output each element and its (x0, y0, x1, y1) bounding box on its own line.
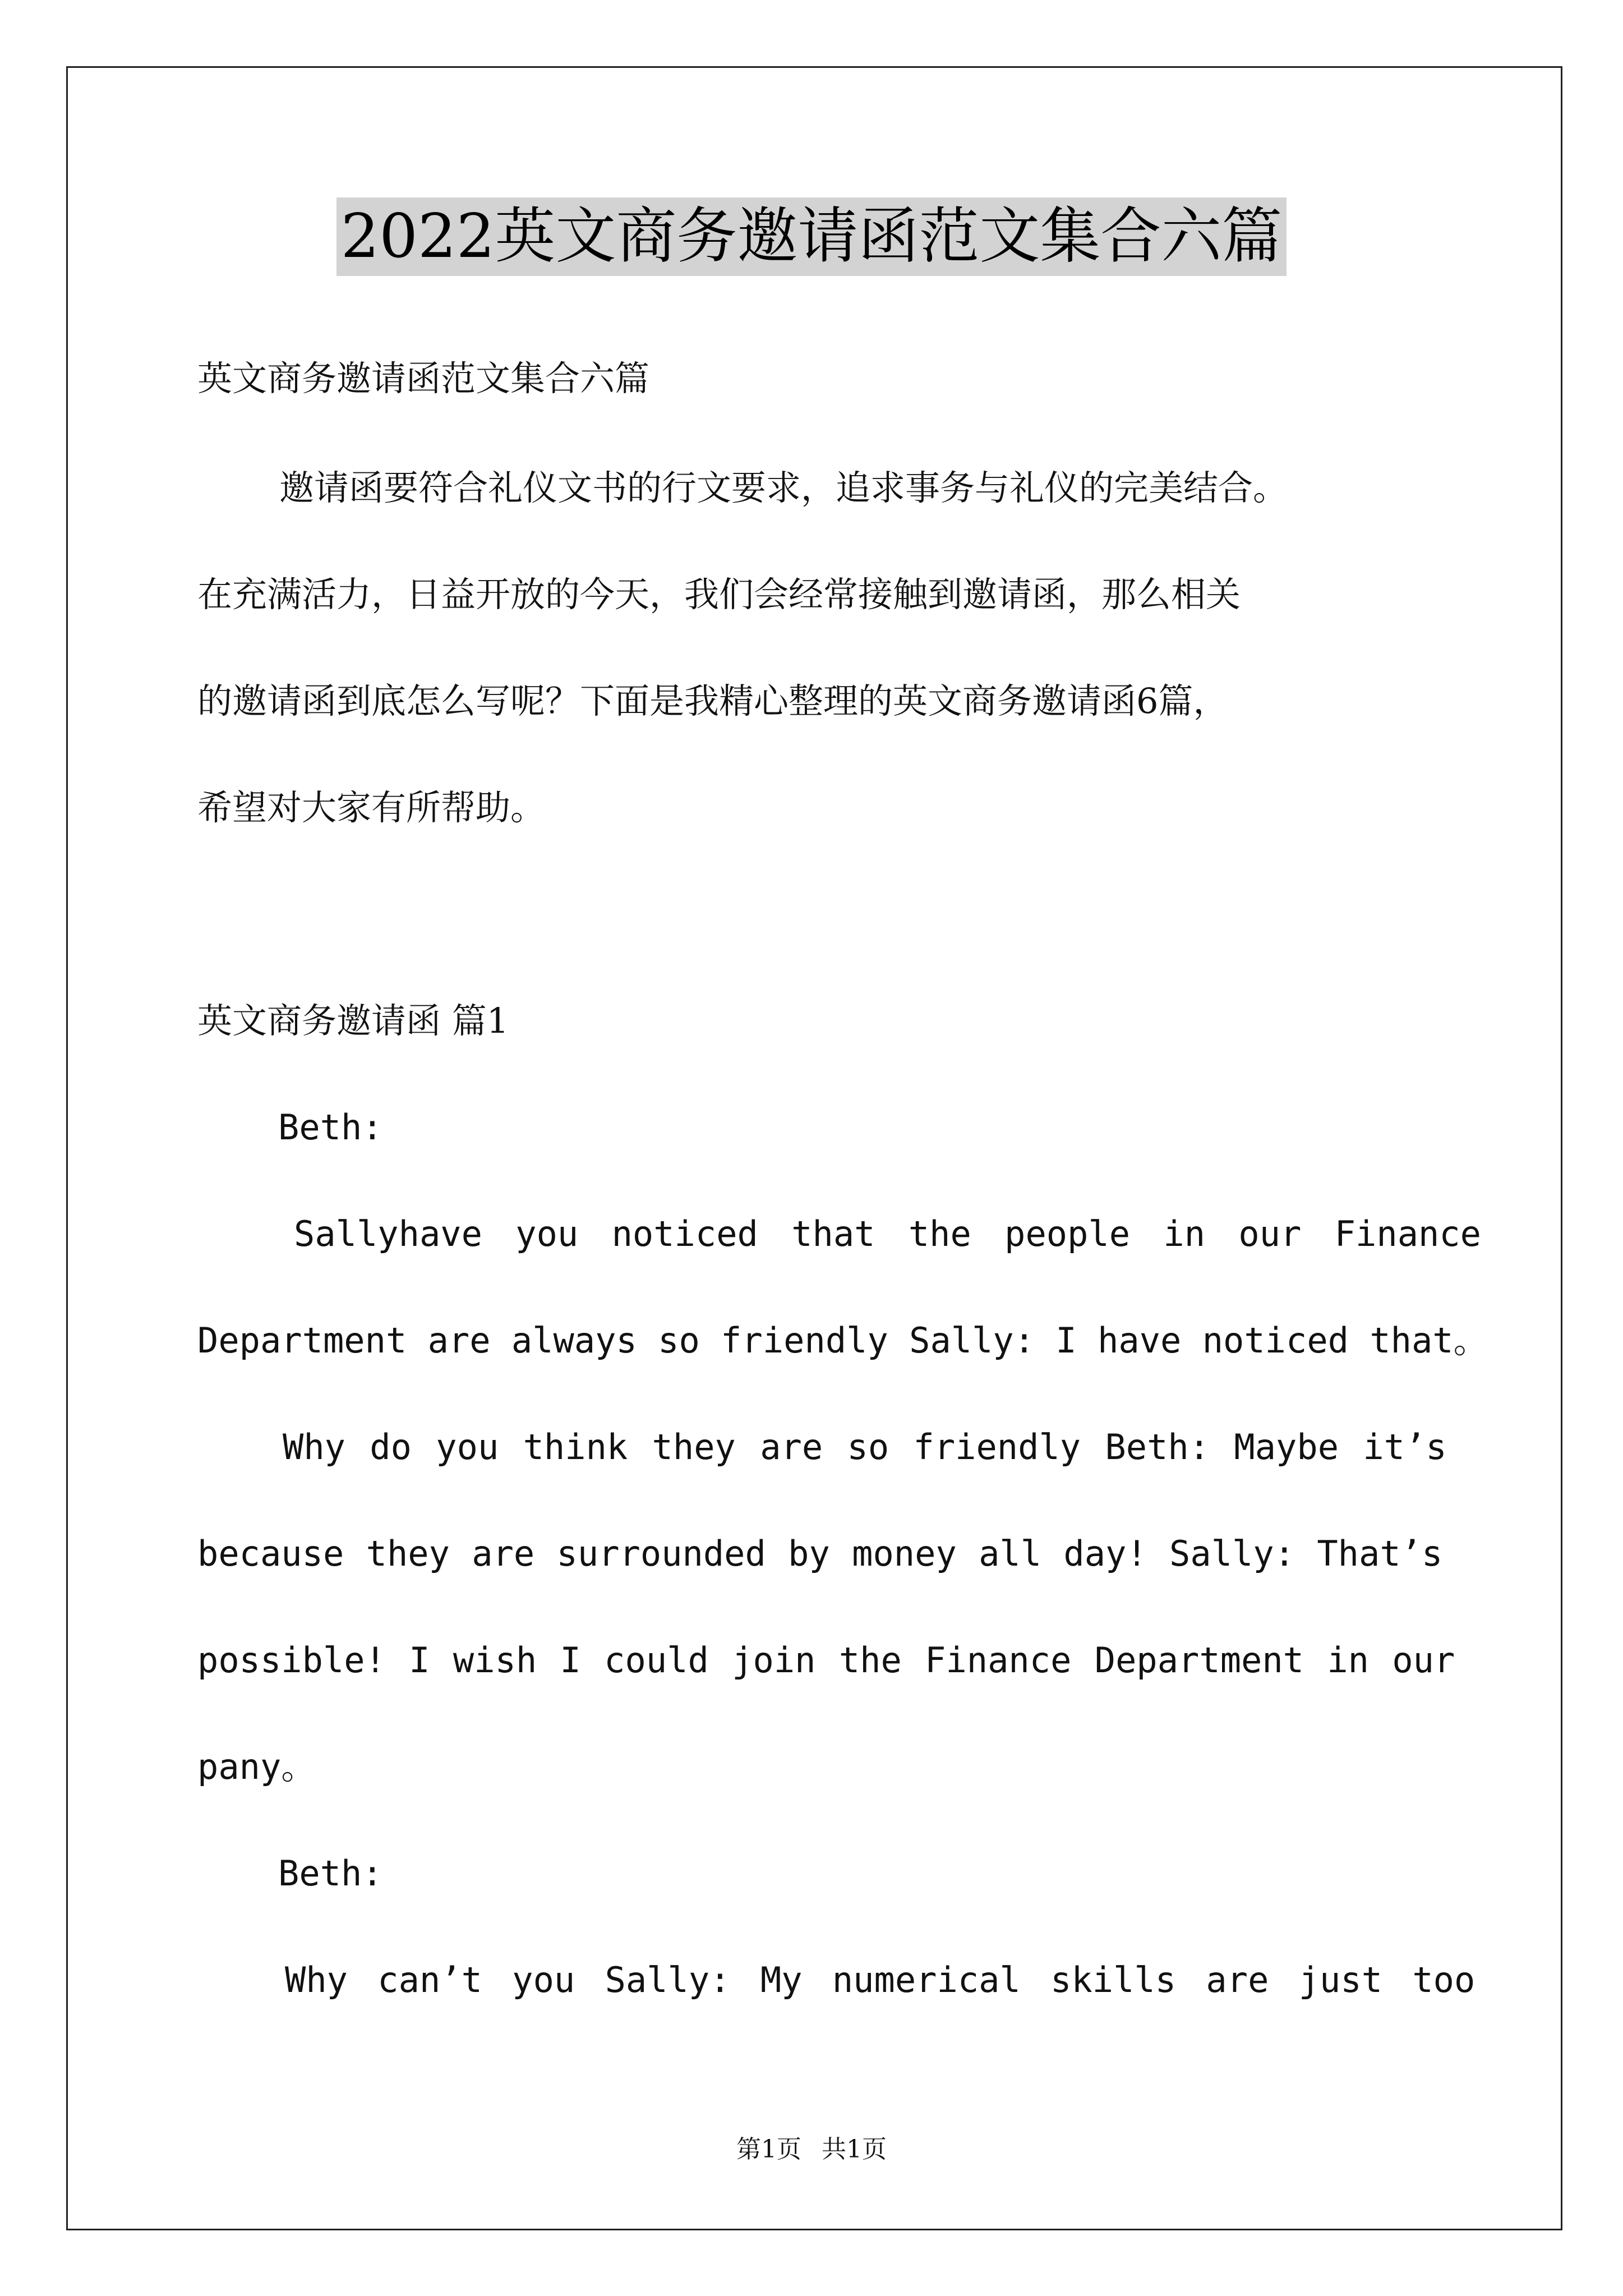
body-line-2: Sallyhave you noticed that the people in our Finance (294, 1213, 1482, 1254)
intro-line-2: 在充满活力，日益开放的今天，我们会经常接触到邀请函，那么相关 (197, 574, 1241, 615)
subtitle: 英文商务邀请函范文集合六篇 (197, 358, 650, 399)
body-line-6: possible! I wish I could join the Finance Department in our (197, 1640, 1455, 1681)
body-line-8: Beth: (278, 1853, 383, 1894)
document-title: 2022英文商务邀请函范文集合六篇 (336, 197, 1287, 276)
body-line-1: Beth: (278, 1107, 383, 1148)
body-line-5: because they are surrounded by money all day! Sally: That’s (197, 1533, 1443, 1574)
body-line-4: Why do you think they are so friendly Beth: Maybe it’s (283, 1427, 1447, 1467)
page-total: 共1页 (822, 2135, 887, 2164)
page-footer (0, 2129, 1623, 2165)
body-line-3: Department are always so friendly Sally: I have noticed that。 (197, 1320, 1488, 1361)
intro-line-4: 希望对大家有所帮助。 (197, 787, 546, 828)
section-heading: 英文商务邀请函 篇1 (197, 1000, 509, 1041)
title-container (0, 197, 1623, 276)
body-line-7: pany。 (197, 1746, 316, 1787)
intro-line-3: 的邀请函到底怎么写呢？下面是我精心整理的英文商务邀请函6篇， (197, 680, 1228, 721)
page-number: 第1页 (736, 2135, 801, 2164)
body-line-9: Why can’t you Sally: My numerical skills are just too (285, 1959, 1476, 2000)
intro-line-1: 邀请函要符合礼仪文书的行文要求，追求事务与礼仪的完美结合。 (279, 467, 1288, 508)
